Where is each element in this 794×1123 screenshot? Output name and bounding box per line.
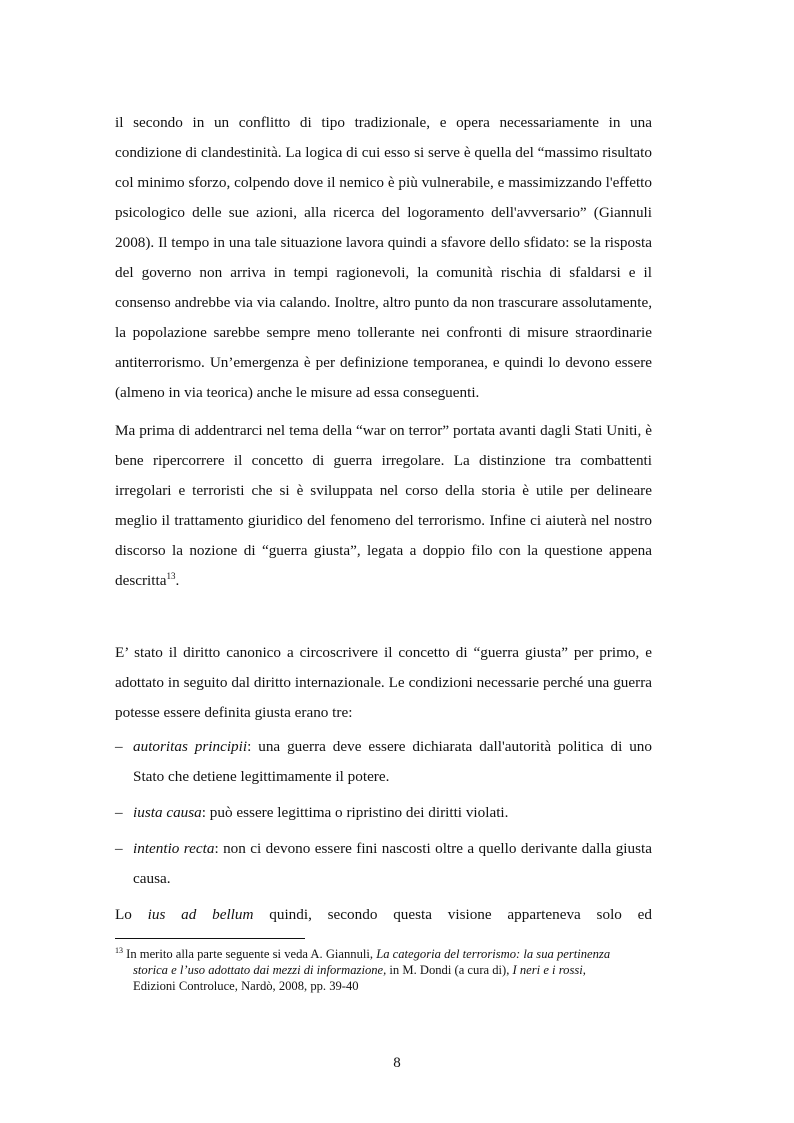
paragraph-4-start: Lo [115, 906, 148, 923]
paragraph-4 [115, 900, 652, 930]
footnote-text-1: In merito alla parte seguente si veda A. Giannuli, [123, 947, 377, 961]
paragraph-2 [115, 416, 652, 596]
paragraph-4-rest: quindi, secondo questa visione apparteneva solo ed [253, 906, 652, 923]
paragraph-4-term: ius ad bellum [147, 906, 254, 923]
list-item-term: iusta causa [133, 804, 202, 821]
paragraph-3: E’ stato il diritto canonico a circoscrivere il concetto di “guerra giusta” per primo, e adottato in seguito dal diritto internazionale. Le condizioni necessarie perché una guerra potesse essere definita giusta erano tre: [115, 644, 652, 721]
footnote-number: 13 [115, 945, 123, 955]
footnote-title-1: La categoria del terrorismo: la sua pertinenza [376, 947, 611, 961]
dash-bullet: – [115, 738, 123, 755]
footnote-line-1 [115, 946, 652, 962]
list-item-term: autoritas principii [133, 738, 248, 755]
paragraph-2-end: . [175, 572, 180, 589]
footnote-title-2: I neri e i rossi, [512, 963, 586, 977]
paragraph-2-text: Ma prima di addentrarci nel tema della “war on terror” portata avanti dagli Stati Uniti, è bene ripercorrere il concetto di guerra irregolare. La distinzione tra combattenti irregolari e terroristi che si è sviluppata nel corso della storia è utile per delineare meglio il trattamento giuridico del fenomeno del terrorismo. Infine ci aiuterà nel nostro discorso la nozione di “guerra giusta”, legata a doppio filo con la questione appena descritta [115, 422, 652, 589]
footnote-text-2: in M. Dondi (a cura di), [386, 963, 513, 977]
dash-bullet: – [115, 840, 123, 857]
footnote-line-3: Edizioni Controluce, Nardò, 2008, pp. 39-40 [133, 979, 359, 993]
page-number: 8 [393, 1055, 401, 1071]
footnote-separator [115, 938, 305, 939]
list-item-text: : una guerra deve essere dichiarata dall'autorità politica di uno Stato che detiene legittimamente il potere. [133, 738, 652, 785]
list-item-text: : può essere legittima o ripristino dei diritti violati. [201, 804, 509, 821]
dash-bullet: – [115, 804, 123, 821]
footnote [115, 946, 652, 994]
conditions-list [115, 732, 652, 894]
list-item [115, 798, 652, 828]
list-item [115, 732, 652, 792]
footnote-line-2 [115, 962, 652, 978]
document-body [115, 108, 652, 930]
list-item-term: intentio recta [133, 840, 215, 857]
footnote-title-1-cont: storica e l’uso adottato dai mezzi di informazione, [133, 963, 387, 977]
list-item [115, 834, 652, 894]
list-item-text: : non ci devono essere fini nascosti oltre a quello derivante dalla giusta causa. [133, 840, 652, 887]
footnote-reference: 13 [166, 570, 176, 581]
paragraph-1: il secondo in un conflitto di tipo tradizionale, e opera necessariamente in una condizione di clandestinità. La logica di cui esso si serve è quella del “massimo risultato col minimo sforzo, colpendo dove il nemico è più vulnerabile, e massimizzando l'effetto psicologico delle sue azioni, alla ricerca del logoramento dell'avversario” (Giannuli 2008). Il tempo in una tale situazione lavora quindi a sfavore dello sfidato: se la risposta del governo non arriva in tempi ragionevoli, la comunità rischia di sfaldarsi e il consenso andrebbe via via calando. Inoltre, altro punto da non trascurare assolutamente, la popolazione sarebbe sempre meno tollerante nei confronti di misure straordinarie antiterrorismo. Un’emergenza è per definizione temporanea, e quindi lo devono essere (almeno in via teorica) anche le misure ad essa conseguenti. [115, 114, 652, 401]
